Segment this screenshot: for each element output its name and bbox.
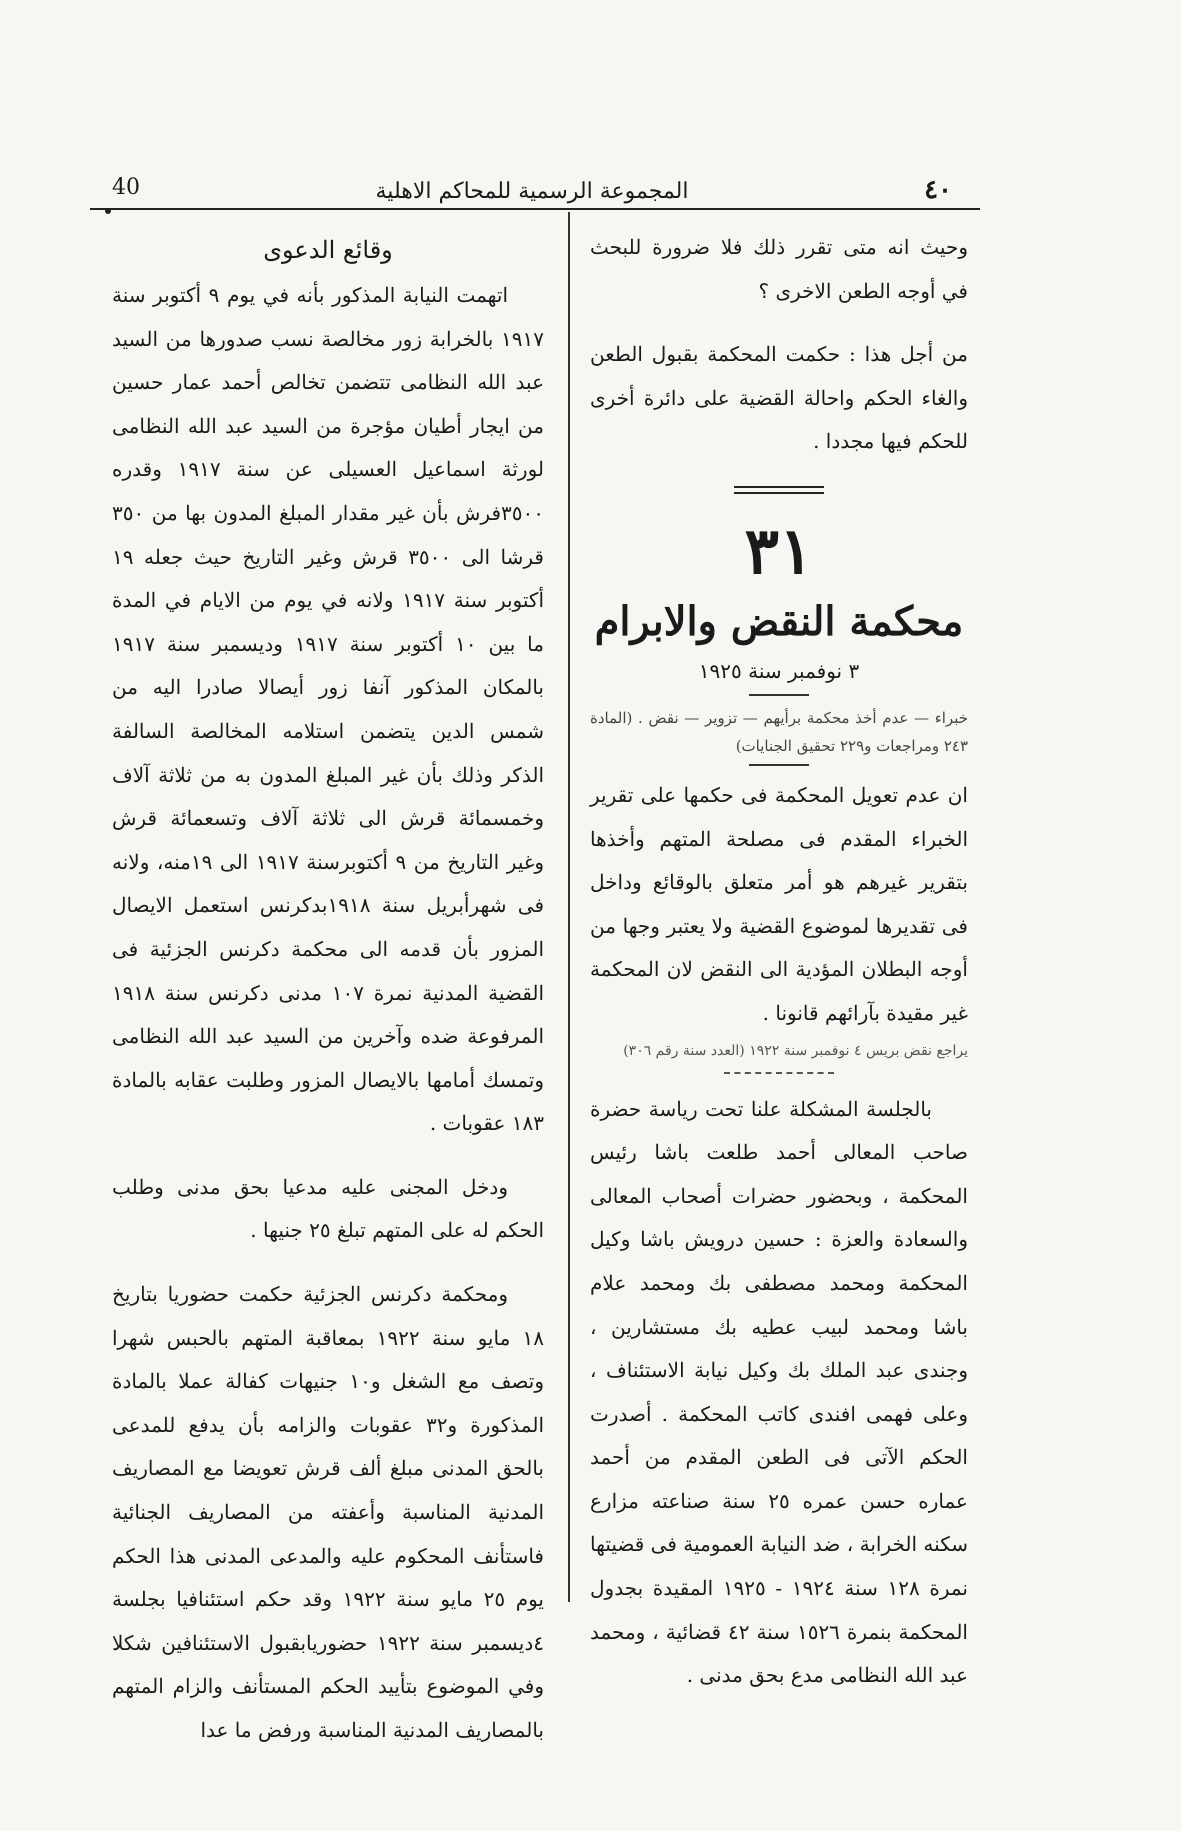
case-number: ٣١ <box>744 513 814 589</box>
legal-principle: ان عدم تعويل المحكمة فى حكمها على تقرير الخبراء المقدم فى مصلحة المتهم وأخذها بتقرير غيرهم هو أمر متعلق بالوقائع وداخل فى تقديرها لموضوع القضية ولا يعتبر وجها من أوجه البطلان المؤدية الى النقض لان المحكمة غير مقيدة بآرائهم قانونا . <box>590 782 968 1025</box>
left-column <box>112 226 544 1753</box>
right-column <box>590 226 968 1698</box>
reference-rule <box>724 1072 834 1074</box>
court-name: محكمة النقض والابرام <box>594 597 964 645</box>
session-paragraph: بالجلسة المشكلة علنا تحت رياسة حضرة صاحب المعالى أحمد طلعت باشا رئيس المحكمة ، وبحضور حضرات أصحاب المعالى والسعادة والعزة : حسين درويش باشا وكيل المحكمة ومحمد مصطفى بك ومحمد علام باشا ومحمد لبيب عطيه بك مستشارين ، وجندى عبد الملك بك وكيل نيابة الاستئناف ، وعلى فهمى افندى كاتب المحكمة . أصدرت الحكم الآتى فى الطعن المقدم من أحمد عماره حسن عمره ٢٥ سنة صناعته مزارع سكنه الخرابة ، ضد النيابة العمومية فى قضيتها نمرة ١٢٨ سنة ١٩٢٤ - ١٩٢٥ المقيدة بجدول المحكمة بنمرة ١٥٢٦ سنة ٤٢ قضائية ، ومحمد عبد الله النظامى مدع بحق مدنى . <box>590 1096 969 1688</box>
running-title: المجموعة الرسمية للمحاكم الاهلية <box>375 179 689 204</box>
case-summary: خبراء — عدم أخذ محكمة برأيهم — تزوير — نقض . (المادة ٢٤٣ ومراجعات و٢٢٩ تحقيق الجنايات) <box>590 708 968 755</box>
judgment-paragraph: ومحكمة دكرنس الجزئية حكمت حضوريا بتاريخ ١٨ مايو سنة ١٩٢٢ بمعاقبة المتهم بالحبس شهرا وتصف مع الشغل و١٠ جنيهات كفالة عملا بالمادة المذكورة و٣٢ عقوبات والزامه بأن يدفع للمدعى بالحق المدنى مبلغ ألف قرش تعويضا مع المصاريف المدنية المناسبة وأعفته من المصاريف الجنائية فاستأنف المحكوم عليه والمدعى المدنى هذا الحكم يوم ٢٥ مايو سنة ١٩٢٢ وقد حكم استئنافيا بجلسة ٤ديسمبر سنة ١٩٢٢ حضوريابقبول الاستئنافين شكلا وفي الموضوع بتأييد الحكم المستأنف والزام المتهم بالمصاريف المدنية المناسبة ورفض ما عدا <box>112 1282 545 1742</box>
facts-paragraph: اتهمت النيابة المذكور بأنه في يوم ٩ أكتوبر سنة ١٩١٧ بالخرابة زور مخالصة نسب صدورها من السيد عبد الله النظامى تتضمن تخالص أحمد عمار حسين من ايجار أطيان مؤجرة من السيد عبد الله النظامى لورثة اسماعيل العسيلى عن سنة ١٩١٧ وقدره ٣٥٠٠فرش بأن غير مقدار المبلغ المدون بها من ٣٥٠ قرشا الى ٣٥٠٠ قرش وغير التاريخ حيث جعله ١٩ أكتوبر سنة ١٩١٧ ولانه في يوم من الايام في المدة ما بين ١٠ أكتوبر سنة ١٩١٧ وديسمبر سنة ١٩١٧ بالمكان المذكور آنفا زور أيصالا صادرا اليه من شمس الدين يتضمن استلامه المخالصة السالفة الذكر وذلك بأن غير المبلغ المدون به من ثلاثة آلاف وخمسمائة قرش الى ثلاثة آلاف وتسعمائة قرش وغير التاريخ من ٩ أكتوبرسنة ١٩١٧ الى ١٩منه، ولانه فى شهرأبريل سنة ١٩١٨بدكرنس استعمل الايصال المزور بأن قدمه الى محكمة دكرنس الجزئية فى القضية المدنية نمرة ١٠٧ مدنى دكرنس سنة ١٩١٨ المرفوعة ضده وآخرين من السيد عبد الله النظامى وتمسك أمامها بالايصال المزور وطلبت عقابه بالمادة ١٨٣ عقوبات . <box>112 283 545 1136</box>
header-rule <box>90 208 980 210</box>
civil-claim-paragraph: ودخل المجنى عليه مدعيا بحق مدنى وطلب الحكم له على المتهم تبلغ ٢٥ جنيها . <box>112 1174 544 1243</box>
facts-heading: وقائع الدعوى <box>263 236 393 264</box>
reference-note: يراجع نقض بريس ٤ نوفمبر سنة ١٩٢٢ (العدد سنة رقم ٣٠٦) <box>623 1042 968 1059</box>
judgment-date: ٣ نوفمبر سنة ١٩٢٥ <box>698 658 860 683</box>
column-divider <box>568 212 570 1602</box>
ruling-paragraph: من أجل هذا : حكمت المحكمة بقبول الطعن والغاء الحكم واحالة القضية على دائرة أخرى للحكم فيها مجددا . <box>590 342 968 454</box>
page-header <box>82 175 982 217</box>
page-number-right: ٤٠ <box>924 175 952 205</box>
summary-rule <box>749 764 809 766</box>
page-number-left: 40 <box>112 175 140 200</box>
date-rule <box>749 694 809 696</box>
bullet-dot <box>105 208 111 214</box>
section-separator <box>734 486 824 494</box>
intro-paragraph: وحيث انه متى تقرر ذلك فلا ضرورة للبحث في أوجه الطعن الاخرى ؟ <box>590 235 968 303</box>
